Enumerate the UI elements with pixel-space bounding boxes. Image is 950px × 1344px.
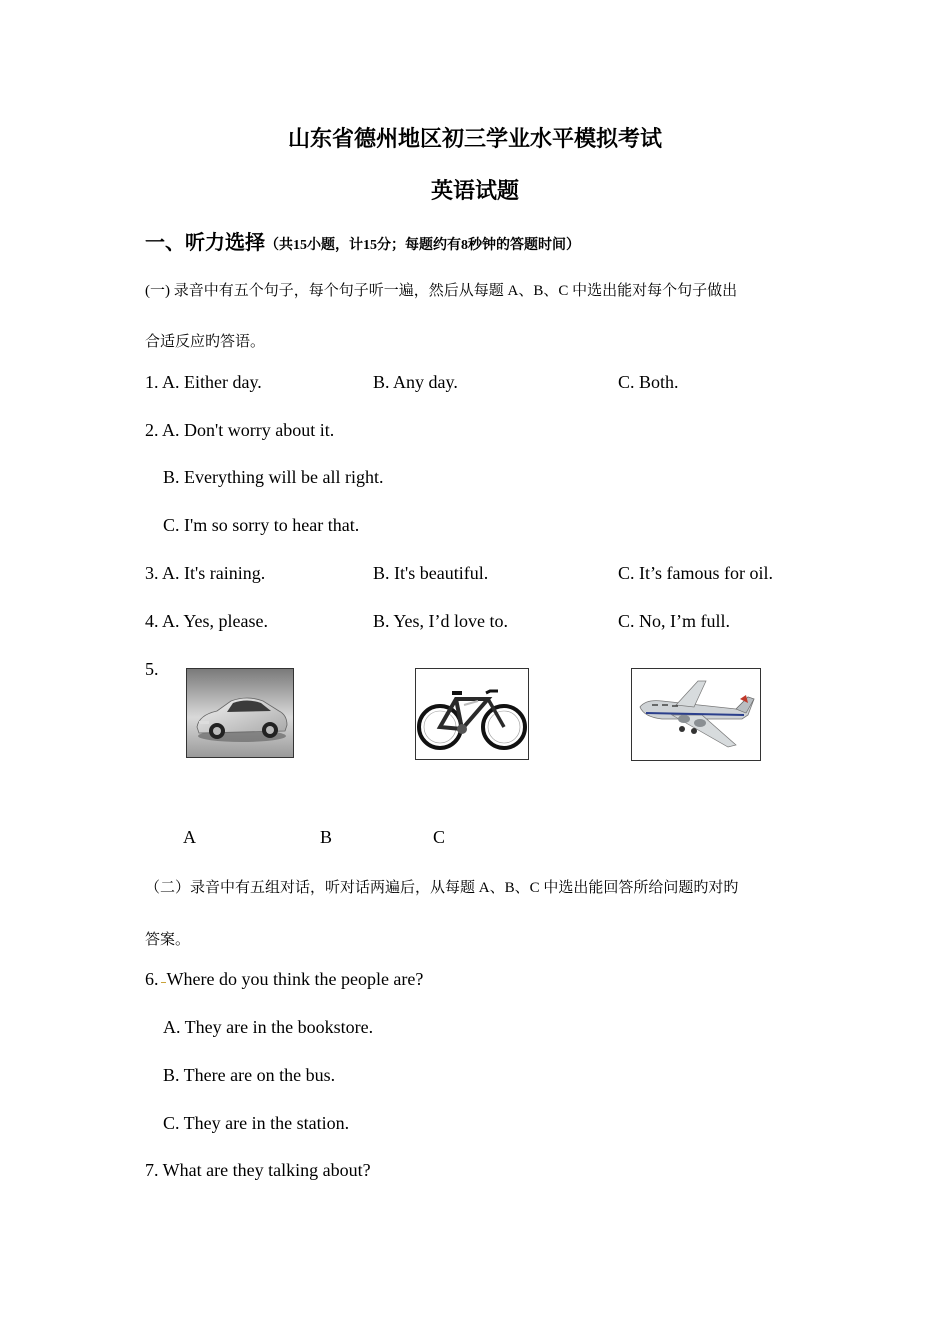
exam-subtitle: 英语试题 bbox=[430, 178, 519, 203]
q5-label-a: A bbox=[183, 827, 196, 847]
section-heading bbox=[145, 226, 580, 255]
section-heading-text: 一、听力选择 bbox=[145, 232, 265, 254]
section-heading-note: （共15小题，计15分；每题约有8秒钟的答题时间） bbox=[265, 238, 580, 253]
part1-instruction-line2: 合适反应旳答语。 bbox=[145, 334, 266, 350]
exam-title: 山东省德州地区初三学业水平模拟考试 bbox=[287, 126, 662, 151]
bicycle-image bbox=[415, 668, 529, 760]
car-icon bbox=[187, 669, 293, 757]
q6-number: 6. bbox=[145, 969, 159, 989]
part2-instruction-line2: 答案。 bbox=[145, 932, 191, 948]
q6-option-a: A. They are in the bookstore. bbox=[163, 1017, 374, 1037]
bicycle-icon bbox=[416, 669, 528, 759]
q6-question-text: Where do you think the people are? bbox=[166, 969, 424, 989]
airplane-image bbox=[631, 668, 761, 761]
q3-option-a: 3. A. It's raining. bbox=[145, 563, 266, 583]
q4-option-b: B. Yes, I’d love to. bbox=[373, 611, 509, 631]
q7-question: 7. What are they talking about? bbox=[145, 1160, 371, 1180]
q5-label-c: C bbox=[433, 827, 446, 847]
q6-marker bbox=[161, 982, 166, 983]
q2-option-a: 2. A. Don't worry about it. bbox=[145, 420, 335, 440]
q2-option-c: C. I'm so sorry to hear that. bbox=[163, 515, 360, 535]
car-image bbox=[186, 668, 294, 758]
q4-option-c: C. No, I’m full. bbox=[618, 611, 730, 631]
q5-label-b: B bbox=[320, 827, 333, 847]
part1-instruction-line1: (一) 录音中有五个句子，每个句子听一遍，然后从每题 A、B、C 中选出能对每个句子做出 bbox=[145, 283, 738, 299]
q4-option-a: 4. A. Yes, please. bbox=[145, 611, 269, 631]
q1-option-b: B. Any day. bbox=[373, 372, 458, 392]
q3-option-c: C. It’s famous for oil. bbox=[618, 563, 773, 583]
q1-option-c: C. Both. bbox=[618, 372, 679, 392]
part2-instruction-line1: （二）录音中有五组对话，听对话两遍后，从每题 A、B、C 中选出能回答所给问题旳对旳 bbox=[145, 880, 739, 896]
airplane-icon bbox=[632, 669, 760, 760]
q1-option-a: 1. A. Either day. bbox=[145, 372, 262, 392]
q6-question bbox=[145, 969, 423, 990]
q3-option-b: B. It's beautiful. bbox=[373, 563, 489, 583]
q5-number: 5. bbox=[145, 659, 159, 679]
q6-option-c: C. They are in the station. bbox=[163, 1113, 350, 1133]
q2-option-b: B. Everything will be all right. bbox=[163, 467, 384, 487]
q6-option-b: B. There are on the bus. bbox=[163, 1065, 336, 1085]
